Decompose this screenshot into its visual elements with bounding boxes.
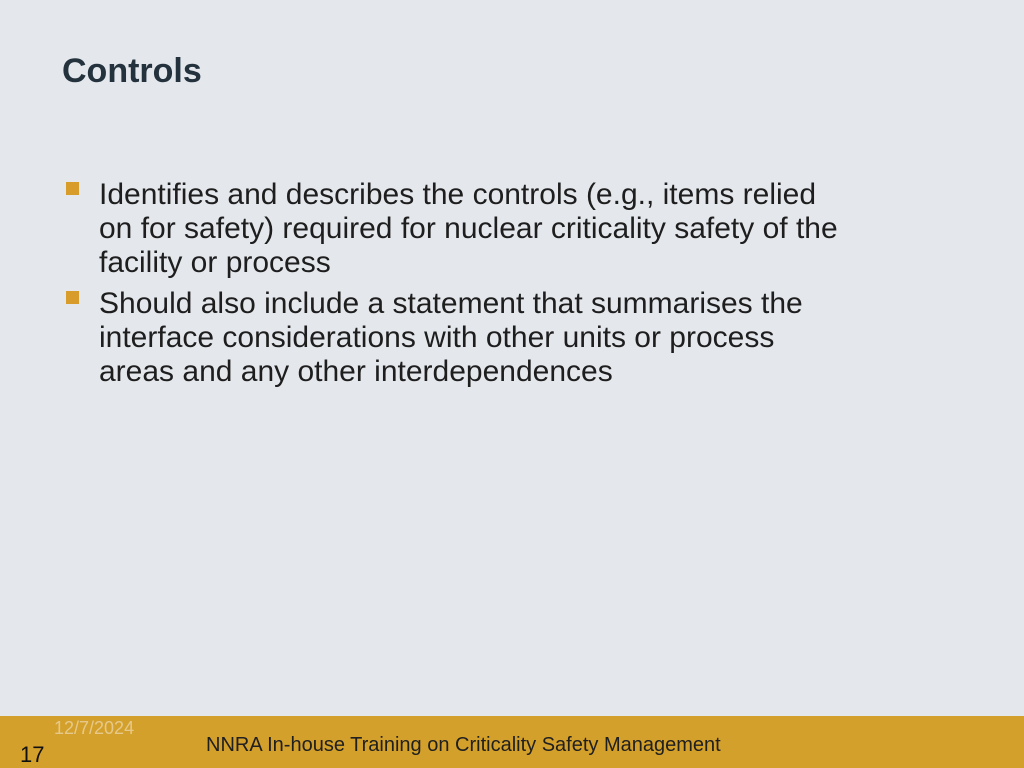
bullet-item (66, 178, 966, 280)
slide-title: Controls (62, 52, 202, 90)
footer-text: NNRA In-house Training on Criticality Safety Management (206, 734, 721, 756)
bullet-line: on for safety) required for nuclear criticality safety of the (99, 212, 838, 245)
slide-number: 17 (20, 742, 45, 767)
bullet-line: areas and any other interdependences (99, 355, 613, 388)
square-bullet-icon (66, 182, 79, 195)
bullet-line: Should also include a statement that summarises the (99, 287, 803, 320)
footer-date: 12/7/2024 (54, 718, 135, 738)
square-bullet-icon (66, 291, 79, 304)
bullet-line: facility or process (99, 246, 331, 279)
bullet-list (66, 178, 966, 389)
bullet-line: interface considerations with other units or process (99, 321, 775, 354)
bullet-line: Identifies and describes the controls (e.g., items relied (99, 178, 817, 211)
bullet-item (66, 287, 966, 389)
